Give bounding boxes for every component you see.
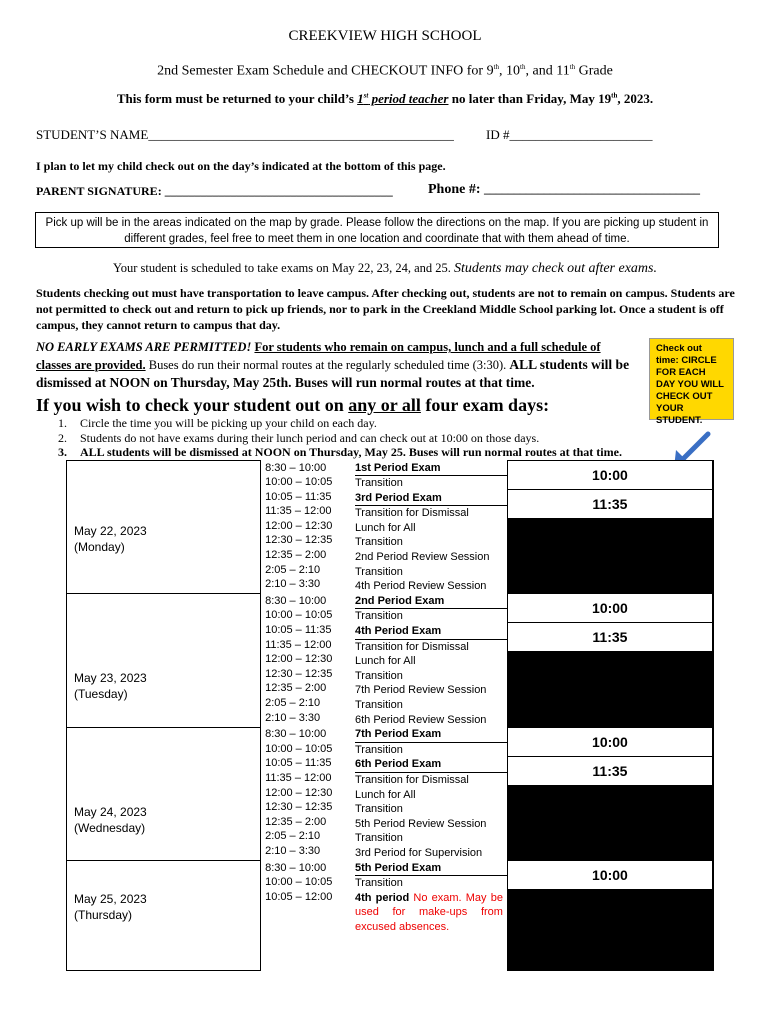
day-weekday: (Monday): [74, 540, 125, 554]
time-slot: 2:10 – 3:30: [265, 711, 321, 724]
period-item: 1st Period Exam: [355, 461, 507, 477]
instruction-list: [58, 416, 622, 460]
time-slot: 11:35 – 12:00: [265, 771, 332, 784]
checkout-time-option[interactable]: 10:00: [508, 861, 712, 890]
early-exam-notice: NO EARLY EXAMS ARE PERMITTED! For students who remain on campus, lunch and a full schedule of classes are provided. Buses do run their normal routes at the regularly scheduled time (3:30). ALL students will be dismissed at NOON on Thursday, May 25th. Buses will run normal routes at that time.: [36, 340, 630, 390]
time-slot: 8:30 – 10:00: [265, 594, 327, 607]
pickup-info-box: Pick up will be in the areas indicated on the map by grade. Please follow the directions on the map. If you are picking up student in different grades, feel free to meet them in one location and coordinate that with them ahead of time.: [35, 212, 719, 248]
day-cell: [67, 727, 261, 860]
day-row: [67, 461, 714, 594]
checkout-column: [507, 727, 713, 860]
exam-schedule-table: [66, 460, 714, 971]
time-slot: 8:30 – 10:00: [265, 861, 327, 874]
time-slot: 2:05 – 2:10: [265, 563, 321, 576]
period-item: 5th Period Review Session: [354, 817, 487, 830]
instruction-item: 3. ALL students will be dismissed at NOON on Thursday, May 25. Buses will run normal routes at that time.: [58, 445, 622, 459]
day-weekday: (Tuesday): [74, 687, 128, 702]
period-item: Transition: [354, 699, 403, 711]
period-item: Transition: [354, 743, 403, 756]
period-item: 4th Period Review Session: [354, 580, 487, 593]
time-slot: 12:00 – 12:30: [265, 653, 333, 666]
checkout-time-option[interactable]: 11:35: [508, 622, 712, 652]
checkout-time-option[interactable]: 11:35: [508, 756, 712, 786]
day-row: [67, 861, 714, 971]
period-item: 6th Period Review Session: [354, 713, 487, 726]
checkout-column: [507, 594, 713, 727]
period-item: Transition for Dismissal: [354, 507, 469, 520]
time-slot: 12:30 – 12:35: [265, 534, 333, 547]
period-item: Transition for Dismissal: [354, 640, 469, 653]
day-cell: [67, 861, 261, 971]
day-date: May 23, 2023: [74, 671, 147, 686]
period-item: 5th Period Exam: [355, 861, 507, 877]
period-column: [355, 861, 507, 971]
time-slot: 12:00 – 12:30: [265, 519, 333, 532]
period-item: Transition: [354, 832, 403, 845]
time-slot: 2:05 – 2:10: [265, 697, 321, 709]
document-subtitle: 2nd Semester Exam Schedule and CHECKOUT INFO for 9th, 10th, and 11th Grade: [157, 63, 613, 79]
instruction-item: 2. Students do not have exams during their lunch period and can check out at 10:00 on those days.: [58, 430, 540, 445]
day-row: [67, 727, 714, 860]
day-date: May 25, 2023: [74, 892, 147, 907]
checkout-rules: Students checking out must have transportation to leave campus. After checking out, students are not to remain on campus. Students are not permitted to check out and return to pick up friends, nor to park in the Creekland Middle School parking lot. Once a student is off campus, they cannot return to campus that day.: [36, 286, 735, 332]
time-slot: 12:00 – 12:30: [265, 786, 333, 799]
time-slot: 8:30 – 10:00: [265, 728, 327, 741]
time-slot: 12:35 – 2:00: [265, 682, 327, 695]
period-column: [355, 594, 507, 727]
time-slot: 10:00 – 10:05: [265, 476, 333, 489]
period-item: Transition: [354, 565, 403, 578]
time-slot: 10:05 – 11:35: [265, 757, 332, 770]
time-slot: 10:05 – 12:00: [265, 890, 333, 903]
time-column: [261, 461, 355, 594]
time-slot: 10:00 – 10:05: [265, 742, 333, 755]
time-slot: 12:35 – 2:00: [265, 815, 327, 828]
plan-statement: I plan to let my child check out on the day’s indicated at the bottom of this page.: [36, 159, 446, 173]
period-item: 2nd Period Exam: [355, 594, 507, 610]
period-item: Transition: [354, 610, 403, 623]
period-item: 7th Period Review Session: [354, 684, 487, 697]
period-item: 6th Period Exam: [355, 757, 507, 773]
day-date: May 22, 2023: [74, 524, 147, 538]
time-slot: 8:30 – 10:00: [265, 461, 327, 474]
time-column: [261, 594, 355, 727]
time-slot: 2:10 – 3:30: [265, 844, 321, 857]
instruction-item: 1. Circle the time you will be picking up your child on each day.: [58, 416, 377, 430]
time-column: [261, 861, 355, 971]
period-item: 4th Period Exam: [355, 624, 507, 640]
period-item: Transition for Dismissal: [354, 773, 469, 786]
parent-signature-field[interactable]: PARENT SIGNATURE: ______________________________________: [36, 184, 393, 198]
time-slot: 11:35 – 12:00: [265, 638, 332, 651]
period-item: Transition: [354, 477, 403, 490]
period-item: Lunch for All: [354, 788, 416, 801]
period-item: Transition: [354, 669, 403, 682]
time-slot: 12:30 – 12:35: [265, 801, 333, 814]
time-slot: 10:00 – 10:05: [265, 609, 333, 622]
student-name-field[interactable]: STUDENT’S NAME_______________________________________________: [36, 127, 454, 142]
time-slot: 12:35 – 2:00: [265, 549, 327, 562]
return-notice: This form must be returned to your child’s 1st period teacher no later than Friday, May 19th, 2023.: [116, 91, 654, 106]
period-item: 3rd Period for Supervision: [354, 846, 483, 859]
time-column: [261, 727, 355, 860]
time-slot: 2:05 – 2:10: [265, 830, 321, 843]
period-item: 7th Period Exam: [355, 727, 507, 743]
checkout-time-option[interactable]: 10:00: [508, 461, 712, 490]
period-item: 4th period No exam. May be used for make-ups from excused absences.: [354, 891, 503, 933]
time-slot: 10:05 – 11:35: [265, 490, 332, 503]
day-row: [67, 594, 714, 727]
checkout-time-option[interactable]: 11:35: [508, 489, 712, 519]
period-item: Lunch for All: [354, 655, 416, 668]
time-slot: 10:00 – 10:05: [265, 876, 333, 889]
period-column: [355, 461, 507, 594]
period-item: 2nd Period Review Session: [354, 551, 490, 564]
period-item: Transition: [354, 877, 403, 890]
day-cell: [67, 461, 261, 594]
section-heading: If you wish to check your student out on any or all four exam days:: [36, 395, 550, 415]
period-item: 3rd Period Exam: [355, 491, 507, 507]
time-slot: 10:05 – 11:35: [265, 624, 332, 637]
period-item: Transition: [354, 803, 403, 816]
student-id-field[interactable]: ID #______________________: [486, 127, 653, 142]
checkout-time-callout: Check out time: CIRCLE FOR EACH DAY YOU WILL CHECK OUT YOUR STUDENT.: [649, 338, 734, 420]
period-item: Lunch for All: [354, 521, 416, 534]
checkout-time-option[interactable]: 10:00: [508, 594, 712, 623]
checkout-column: [507, 861, 713, 971]
time-slot: 11:35 – 12:00: [265, 505, 332, 518]
exam-dates-line: Your student is scheduled to take exams on May 22, 23, 24, and 25. Students may check out after exams.: [112, 261, 657, 276]
day-cell: [67, 594, 261, 727]
time-slot: 2:10 – 3:30: [265, 578, 321, 591]
day-weekday: (Wednesday): [74, 820, 146, 835]
day-weekday: (Thursday): [74, 908, 133, 923]
school-name: CREEKVIEW HIGH SCHOOL: [288, 28, 482, 44]
checkout-column: [507, 461, 713, 594]
time-slot: 12:30 – 12:35: [265, 667, 333, 680]
day-date: May 24, 2023: [74, 804, 147, 819]
period-item: Transition: [354, 536, 403, 549]
checkout-time-option[interactable]: 10:00: [508, 728, 712, 757]
period-column: [355, 727, 507, 860]
phone-field[interactable]: Phone #: ____________________________________: [428, 182, 700, 197]
